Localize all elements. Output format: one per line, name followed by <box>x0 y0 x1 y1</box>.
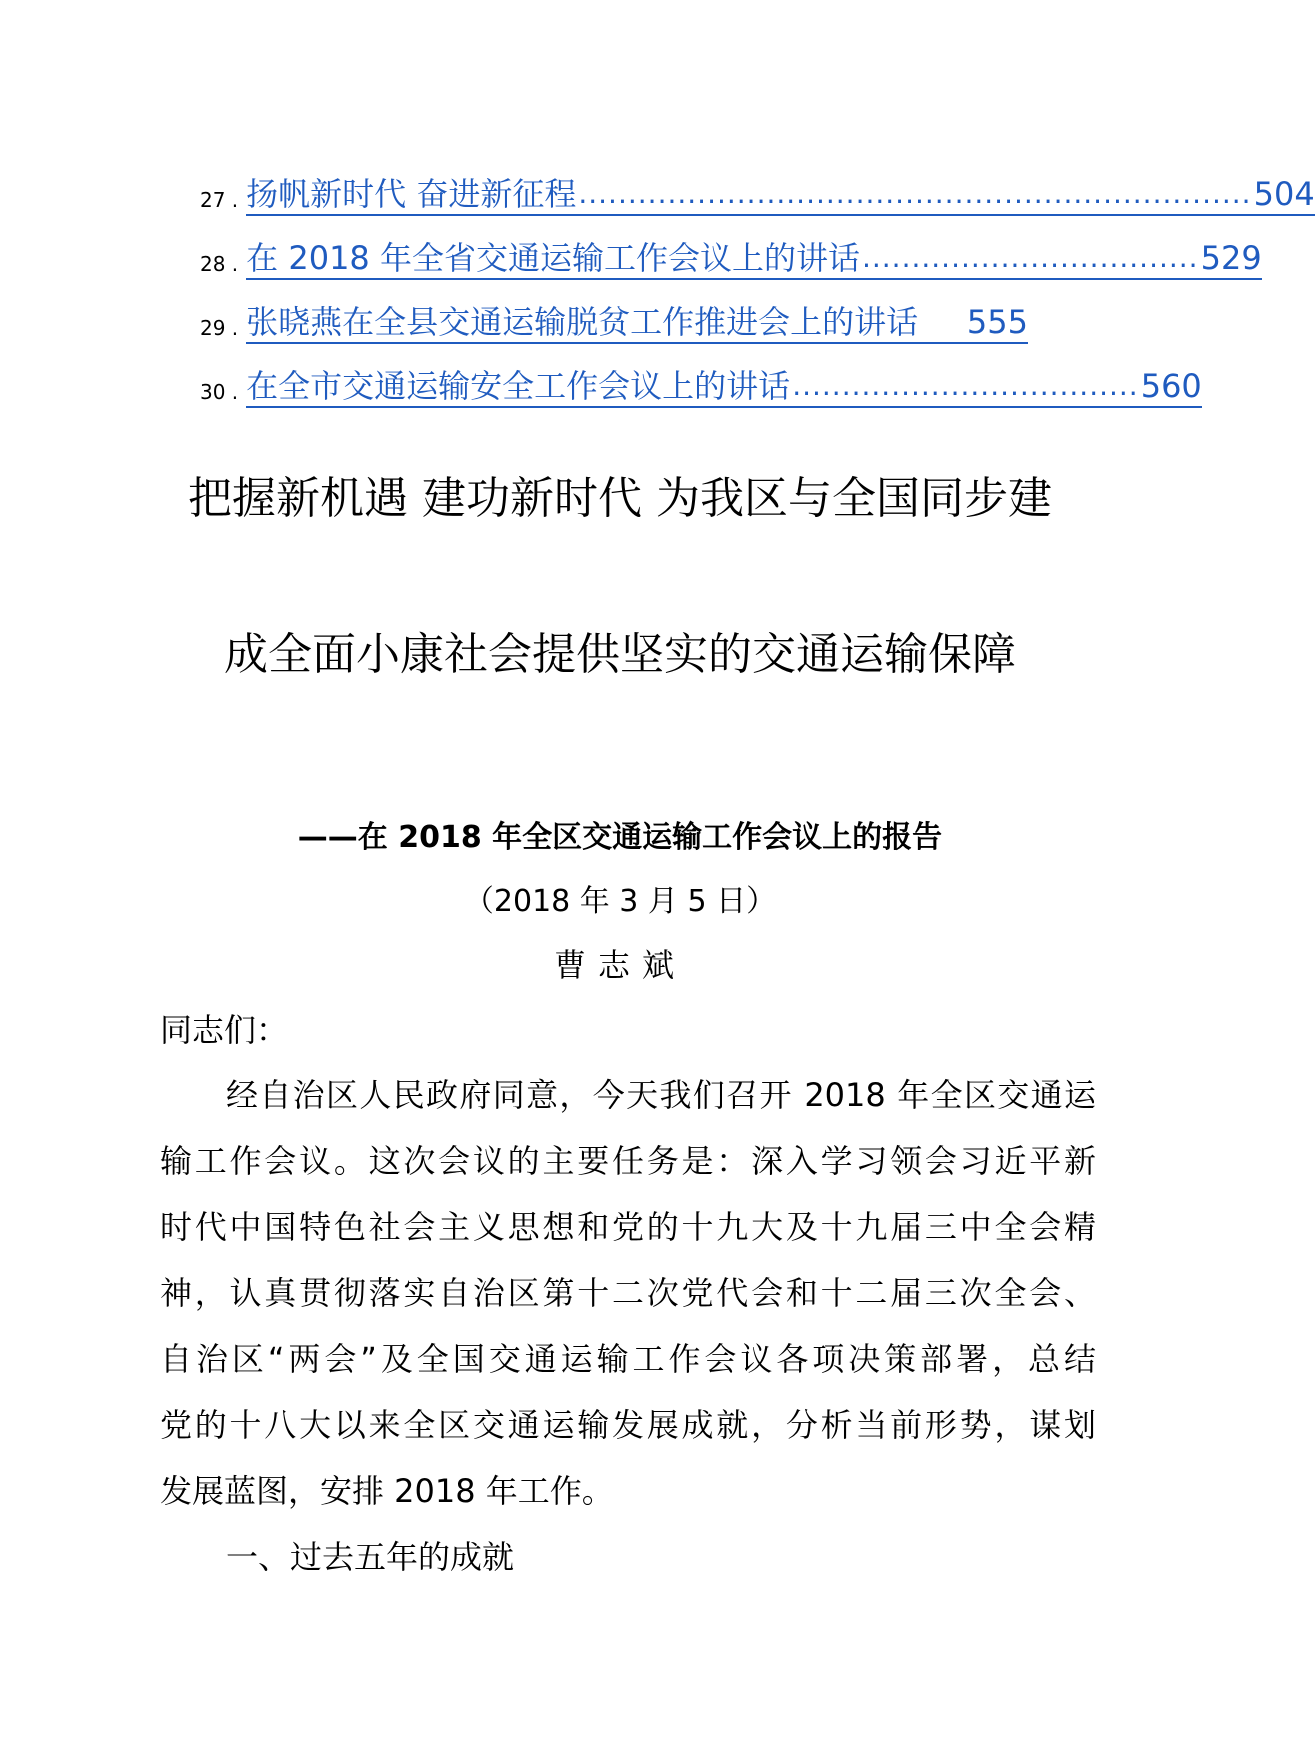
document-author: 曹志斌 <box>553 946 686 984</box>
toc-item <box>200 367 1202 408</box>
body-text-line: 神，认真贯彻落实自治区第十二次党代会和十二届三次全会、 <box>160 1274 1096 1312</box>
toc-leader: .................................................................... <box>578 177 1252 210</box>
toc-leader: .................................. <box>861 241 1199 274</box>
toc-title: 在 2018 年全省交通运输工作会议上的讲话 <box>246 239 860 277</box>
toc-page-number: 560 <box>1140 367 1202 405</box>
greeting: 同志们： <box>160 1011 289 1049</box>
document-title-line-1: 把握新机遇 建功新时代 为我区与全国同步建 <box>188 473 1052 524</box>
toc-link[interactable] <box>246 238 1262 280</box>
toc-title: 张晓燕在全县交通运输脱贫工作推进会上的讲话 <box>246 303 919 341</box>
toc-title: 扬帆新时代 奋进新征程 <box>246 175 577 213</box>
toc-item <box>200 239 1262 280</box>
toc-title: 在全市交通运输安全工作会议上的讲话 <box>246 367 791 405</box>
document-title-line-2: 成全面小康社会提供坚实的交通运输保障 <box>224 629 1016 680</box>
body-text-line: 经自治区人民政府同意，今天我们召开 2018 年全区交通运 <box>226 1076 1096 1114</box>
toc-page-number: 504 <box>1253 175 1315 213</box>
toc-item <box>200 175 1315 216</box>
section-heading: 一、过去五年的成就 <box>226 1538 515 1576</box>
body-text-line: 时代中国特色社会主义思想和党的十九大及十九届三中全会精 <box>160 1208 1096 1246</box>
toc-page-number: 529 <box>1200 239 1262 277</box>
toc-link[interactable] <box>246 302 1028 344</box>
toc-item <box>200 304 1028 344</box>
body-text-line: 党的十八大以来全区交通运输发展成就，分析当前形势，谋划 <box>160 1406 1096 1444</box>
document-date: （2018 年 3 月 5 日） <box>463 884 777 919</box>
toc-number: 28 . <box>200 252 239 276</box>
document-subtitle: ——在 2018 年全区交通运输工作会议上的报告 <box>297 820 943 855</box>
body-text-line: 发展蓝图，安排 2018 年工作。 <box>160 1472 614 1510</box>
body-text-line: 自治区“两会”及全国交通运输工作会议各项决策部署，总结 <box>160 1340 1096 1378</box>
toc-number: 29 . <box>200 316 239 340</box>
toc-leader: ................................... <box>792 369 1139 402</box>
toc-link[interactable] <box>246 366 1202 408</box>
toc-page-number: 555 <box>966 303 1028 341</box>
toc-link[interactable] <box>246 174 1315 216</box>
toc-number: 27 . <box>200 188 239 212</box>
toc-number: 30 . <box>200 380 239 404</box>
body-text-line: 输工作会议。这次会议的主要任务是：深入学习领会习近平新 <box>160 1142 1096 1180</box>
